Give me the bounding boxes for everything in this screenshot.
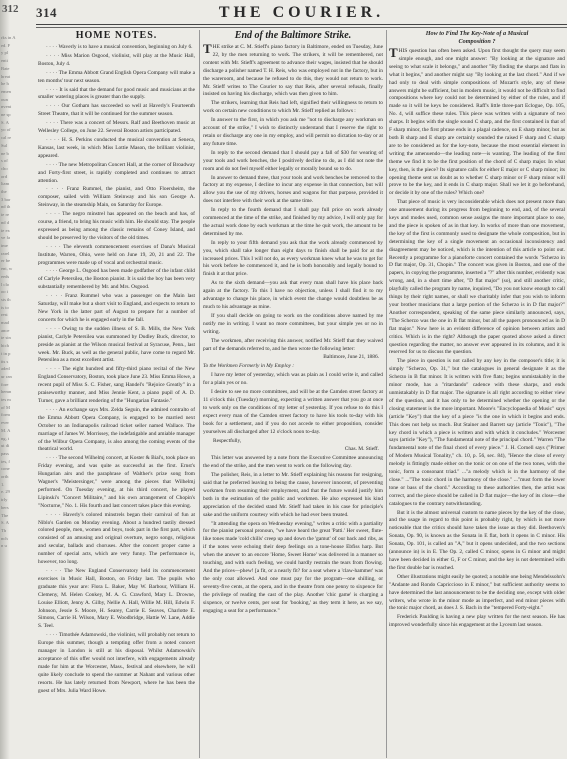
fragment: e. 29 bbox=[1, 489, 10, 495]
fragment: ve fa bbox=[1, 235, 11, 241]
fragment: S. A bbox=[1, 119, 9, 125]
fragment: is to bbox=[1, 304, 9, 310]
paragraph: · · · Haverly's colored minstrels began their carnival of fun at Niblo's Garden on Monday evening. About a hundred tastily dressed colored people, men, women and boys, took part in the first part, which consisted of an amusing and original overture, negro songs, religious and secular, ballads and choruses. After the concert proper came a number of special acts, which are very funny. The performance is, however, too long. bbox=[38, 512, 195, 567]
fragment: ie re bbox=[1, 212, 10, 218]
paragraph: · · · The eleventh commencement exercises of Dana's Musical Institute, Warren, Ohio, were held on June 19, 20, 21 and 22. The programmes were made up of vocal and orchestral music. bbox=[38, 244, 195, 268]
fragment: oo i bbox=[1, 289, 9, 295]
fragment: emen bbox=[1, 88, 11, 94]
fragment: M. A bbox=[1, 427, 11, 433]
key-note-body bbox=[389, 199, 565, 630]
paragraph: · · · George L. Osgood has been made godfather of the infant child of Carlyle Petersilea, the Boston pianist. It is said the boy has been very substantially remembered by Mr. and Mrs. Osgood. bbox=[38, 268, 195, 292]
fragment: orth bbox=[1, 474, 9, 480]
fragment: ever bbox=[1, 420, 9, 426]
paragraph: Other illustrations might easily be quoted; a notable one being Mendelssohn's "Andante and Rondo Capriccioso in E minor," but sufficient authority seems to have determined the last announcement to be the deciding one, except with older writers, who wrote in the minor mode as imperfect, and end minor pieces with the tonic major chord, as does J. S. Bach in the "tempered Forty-eight." bbox=[389, 573, 565, 612]
home-notes-title: HOME NOTES. bbox=[75, 30, 158, 41]
fragment: 1. bbox=[1, 481, 5, 487]
fragment: hemn bbox=[1, 389, 12, 395]
page-number: 314 bbox=[36, 5, 57, 20]
fragment: hich bbox=[1, 343, 9, 349]
fragment: ime bbox=[1, 242, 8, 248]
fragment: s of bbox=[1, 158, 8, 164]
fragment: irly bbox=[1, 497, 8, 503]
paragraph: · · · The Emma Abbott Grand English Opera Company will make a ten months' tour next season. bbox=[38, 70, 195, 86]
fragment: nvent bbox=[1, 104, 12, 110]
letter-body bbox=[203, 372, 383, 436]
paragraph: In reply to the fourth demand that I shall pay full price on work already commenced at the time of the strike, and finished by my advice, I will only pay for the actual work done by each workman at the time he quit work, the amount to be determined by me. bbox=[203, 207, 383, 237]
paragraph: "It attending the opera on Wednesday evening," writes a critic with a partiality for the pianist personal pronoun, "we have heard the great 'Patti.' Her sweet, flute-like tones made 'cold chills' creep up and down the 'gamut' of our back and ribs, as if the notes were echoing their deep feelings on a tone-house Ebfiss harp. But when the answer to an encore 'Home, Sweet Home' was delivered in a manner so touching, and with such feeling, we could hardly restrain the tears from flowing. And the prices—phew! [a fit, or a nearly fit? for a seat where a 'claw-hammer' was the only coat allowed. And one must pay for the program—one shilling, or seventy-five cents, at the opera, and in the theatre from one penny to sixpence for the privilege of reading the cast of the play. Another 'chic game' is charging a sixpence, or twelve cents, per seat for 'booking,' as they term it here, as we say, engaging a seat for a performance." bbox=[203, 520, 383, 614]
fragment: nch bbox=[1, 535, 8, 541]
fragment: nd th bbox=[1, 204, 11, 210]
paragraph: · · · Timothée Adamowski, the violinist, will probably not return to Europe this summer, though a tempting offer from a noted concert manager in London is still at his disposal. Whilst Adamowski's acceptance of this offer would not interfere, with engagements already made for him at the Worcester, Mass., festival and elsewhere, he will quite likely conclude to spend the summer at Nahant and various other resorts. He has lately returned from Newport, where he has been the guest of Mrs. Julia Ward Howe. bbox=[38, 632, 195, 695]
paragraph: I desire to see no more committees, and will be at the Camden street factory at 11 o'clock this (Tuesday) morning, expecting a written answer that you go at once to work only on the conditions of my letter of yesterday. If you refuse to do this I expect every man of the Camden street factory to have his tools to-day with his book for a settlement, and if you do not accede to either proposition, consider yourselves all discharged after 12 o'clock noon to-day. bbox=[203, 389, 383, 435]
fragment: 3 bar bbox=[1, 196, 11, 202]
fragment: n u bbox=[1, 543, 7, 549]
fragment: ie ex bbox=[1, 227, 10, 233]
fragment: ies m bbox=[1, 397, 11, 403]
fragment: hreat bbox=[1, 73, 11, 79]
fragment: cal re bbox=[1, 135, 12, 141]
column-home-notes bbox=[38, 30, 195, 758]
paragraph: But it is the almost universal custom to name pieces by the key of the close, and the usage in regard to this point is probably right, by which is not more noticeable that the critics should have taken the issue as they did. Beethoven's Sonata, Op. 90, is known as the Sonata in E flat, both it opens in C minor. His Sonata, Op. 101, is called an "A," but it opens undecided, and the two sections (announce in) is in E. The Op. 2, called C minor, opens in G minor and might have been decided in either G, F or C minor, and the key is not determined with the first double bar is reached. bbox=[389, 509, 565, 571]
fragment: cone bbox=[1, 466, 10, 472]
previous-page-fragments bbox=[1, 34, 35, 756]
fragment: Bate bbox=[1, 65, 10, 71]
fragment: form bbox=[1, 412, 10, 418]
fragment: fore bbox=[1, 381, 9, 387]
header-rule bbox=[36, 24, 567, 25]
home-notes-body bbox=[38, 44, 195, 696]
fragment: its s bbox=[1, 358, 9, 364]
fragment: rest bbox=[1, 312, 8, 318]
paragraph: The piece in question is not called by any key in the composer's title; it is simply "Scherzo, Op. 31," but the catalogues in general designate it as the Scherzo in B flat minor. It is written with five flats; begins unmistakably in the minor mode, has a "ritardando" cadence with these sharps, and ends unmistakably in D flat major. The signature is all right according to either view of the question, and it has only to be determined whether the opening or the closing statement is the more important. Moore's "Encyclopaedia of Music" says (article "Key") that the key of a piece "is the one in which it begins and ends. This does not help us much. But Stainer and Barrett say (article "Tonic"), "The key chord in which a piece is written and with which it concludes." Worcester says (article "Key"), "The fundamental note of the principal chord." Warren "The fundamental note of the final chord of every piece." J. H. Cornell says ("Primer of Modern Musical Tonality," ch. 10, p. 56, sec. 84), "Hence the close of every melody is fittingly made either on the tonic or on one of the two tones, with the tonic, form a consonant triad." ..."a melody which is in the harmony of the close." ..."The tonic chord in the harmony of the close." ..."must form the lower tone or bass of the chord." According to these authorities then, the artist was correct, and the piece should be called in D flat major—the key of its close—the catalogues to the contrary notwithstanding. bbox=[389, 358, 565, 507]
paragraph: · · · An exchange says Mrs. Zelda Seguin, the admired contralto of the Emma Abbott Opera Company, is engaged to be married next October to an Indianapolis railroad ticket seller named Wallace. The marriage of James W. Morrissey, the indefatigable and amiable manager of the Wilbur Opera Company, is also among the coming events of the theatrical world. bbox=[38, 407, 195, 454]
fragment: oun bbox=[1, 96, 8, 102]
letter-signature: Chas. M. Stieff. bbox=[344, 446, 379, 453]
fragment: l clo bbox=[1, 281, 10, 287]
paragraph: · · · Owing to the sudden illness of S. B. Mills, the New York pianist, Carlyle Petersilea was summoned by Dudley Buck, director, to preside as pianist at the Wilson musical festival at Syracuse, Penn., last week. Mr. Buck, as well as the general public, have come to regard Mr. Petersilea as a most excellent artist. bbox=[38, 326, 195, 366]
letter-dateline: Baltimore, June 21, 1886. bbox=[323, 354, 379, 361]
paragraph: · · · Miss Marion Osgood, violinist, will play at the Music Hall, Boston, July 4. bbox=[38, 53, 195, 69]
fragment: ent, w bbox=[1, 266, 13, 272]
masthead: THE COURIER. bbox=[218, 4, 385, 21]
drop-cap: T bbox=[203, 41, 212, 56]
paragraph: · · · Waverly is to have a musical convention, beginning on July 6. bbox=[38, 44, 195, 52]
strike-body bbox=[203, 100, 383, 353]
paragraph: This letter was answered by a note from the Executive Committee announcing the end of the strike, and the men went to work on the following day. bbox=[203, 455, 383, 470]
fragment: ie sin bbox=[1, 335, 11, 341]
paragraph: The workmen, after receiving this answer, notified Mr. Stieff that they waived part of the demands referred to, and he then wrote the following letter: bbox=[203, 337, 383, 352]
fragment: aded bbox=[1, 366, 10, 372]
paragraph: Frederick Paulding is having a new play written for the next season. He has improved wonderfully since his engagement at the Lyceum last season. bbox=[389, 614, 565, 629]
paragraph: · · · The new Metropolitan Concert Hall, at the corner of Broadway and Forty-first street, is rapidly completed and continues to attract attention. bbox=[38, 162, 195, 186]
fragment: ord bbox=[1, 173, 8, 179]
column-key-note bbox=[389, 30, 565, 758]
page-header bbox=[36, 4, 567, 24]
paragraph: · · · The second Wilhelmj concert, at Koster & Bial's, took place on Friday evening, and was quite as successful as the first. Ernst's Hungarian airs and the paraphrase of Walther's prize song from Wagner's "Meistersinger," were among the pieces that Wilhelmj performed. On Tuesday evening, at his third concert, he played Lipinski's "Concert Militaire," and his own arrangement of Chopin's "Nocturne," No. 1. His fourth and last concert takes place this evening. bbox=[38, 455, 195, 510]
paragraph: · · · There was a concert of Messrs. Ralf and Beethoven music at Wellesley College, on June 22. Several Boston artists participated. bbox=[38, 120, 195, 136]
fragment: ne b bbox=[1, 150, 9, 156]
paragraph: · · · Franz Rummel, the pianist, and Otto Floersheim, the composer, sailed with William Steinway and his son George A. Steinway, in the steamship Main, on Saturday for Europe. bbox=[38, 186, 195, 210]
fragment: pass bbox=[1, 450, 9, 456]
fragment: ng, t bbox=[1, 435, 10, 441]
paragraph: · · · The eight hundred and fifty-third piano recital of the New England Conservatory, Boston, took place June 23. Miss Emma Howe, a recent pupil of Miss S. C. Fisher, sang Handel's "Rejoice Greatly" in a praiseworthy manner, and Miss Jennie Kent, a piano pupil of A. D. Turner, gave a brilliant rendering of the "Hungarian Fantasie." bbox=[38, 366, 195, 406]
paragraph: · · · The negro minstrel has appeared on the beach and has, of course, a friend, to bring his music with him. He should stay. The people expressed as being among the classic remains of Coney Island, and should be preserved by the visitors of the old times. bbox=[38, 211, 195, 243]
paragraph: In reply to your fifth demand you ask that the work already commenced by you, which shall take longer than eight days to finish shall be paid for at the increased prices. This I will not do, as every workman knew what he was to get for his work before he commenced it, and he is both honorably and legally bound to finish it at that price. bbox=[203, 239, 383, 278]
previous-page-number: 312 bbox=[2, 3, 19, 15]
fragment: ne sp bbox=[1, 112, 11, 118]
paragraph: If you shall decide on going to work on the conditions above named by me notify me in writing. I want no more committees, but your simple yes or no in writing. bbox=[203, 312, 383, 335]
paragraph: As to the sixth demand—you ask that every man shall have his place back again at the factory. To this I have no objection, unless I shall find it to my advantage to change his place, in which event the change would doubtless be as much to his advantage as mine. bbox=[203, 280, 383, 310]
fragment: mad bbox=[1, 320, 9, 326]
paragraph: I have my letter of yesterday, which was as plain as I could write it, and called for a plain yes or no. bbox=[203, 372, 383, 387]
header-rule-thin bbox=[36, 27, 567, 28]
paragraph: · · · H. S. Perkins conducted the musical convention at Seneca, Kansas, last week, in which Miss Lottie Mason, the brilliant violinist, appeared. bbox=[38, 137, 195, 161]
fragment: ies, f bbox=[1, 458, 10, 464]
fragment: Th bbox=[1, 528, 7, 533]
paragraph: That piece of music is very inconsiderable which does not present more than one amusement during its progress from beginning to end, and, of the several keys and modes used, common sense assigns the more important place to one, and the piece is spoken of as in that key. In works of more than one movement, the key of the first is commonly used to designate the whole composition, but in determining the key of a single movement an occasional inconsistency and disagreement may be noticed, which is the intention of this article to point out. Recently a programme for a pianoforte concert contained the words "Scherzo in D flat major, Op. 31, Chopin." The concert was given in Boston, and one of the papers, in copying the programme, inserted a "?" after this number, evidently was wrong, and, in a short time after, "D flat major" (so), and still another critic, playfully called the program by name, inquired, "Do you not know enough to call things by their right names, or shall we charitably infer that you wish to inform your brother musicians that a large portion of the Scherzo is in D flat major?" Another correspondent, speaking of the same piece similarly announced, says, "The Scherzo was the one in B flat minor, but all the papers pronounced as in D flat major." Now here is an evident difference of opinion between artists and critics. Which is in the right? Although the paper quoted above asked a direct question regarding the matter, no answer ever appeared in its columns, and it is reserved for us to discuss the question. bbox=[389, 199, 565, 356]
fragment: of M bbox=[1, 404, 11, 410]
paragraph: The strikers, learning that Reis had left, signified their willingness to return to work on certain new conditions to which Mr. Stieff replied as follows : bbox=[203, 100, 383, 115]
fragment: cho bbox=[1, 165, 8, 171]
fragment: sts th bbox=[1, 296, 11, 302]
fragment: liam bbox=[1, 181, 10, 187]
strike-after-body bbox=[203, 455, 383, 615]
paragraph: In answer to demand three, that your tools and work benches be removed to the factory at my expense, I decline to incur any expense in that connection, but will allow you the use of my drivers, horses and wagons for that purpose, provided it does not interfere with their work at the same time. bbox=[203, 174, 383, 205]
fragment: ut di bbox=[1, 443, 10, 449]
fragment: enti bbox=[1, 58, 8, 64]
column-baltimore-strike bbox=[203, 30, 383, 758]
fragment: er be bbox=[1, 258, 11, 264]
previous-page-strip bbox=[0, 0, 36, 759]
key-note-lead-paragraph: THIS question has often been asked. Upon first thought the query may seem simple enough, and one might answer: "By looking at the signature and seeing to what scale it belongs," and another "By finding the sharps and flats in what it begins," and another might say "By looking at the last chord." And if we had only to deal with simple compositions of Mozart's style, any of these answers might be sufficient, but in modern music, it would not be difficult to find compositions where key could not be determined by either of the rules, and if made so it will be keys be considered. Raff's little three-part Eclogue, Op. 105, No. 4, will suffice these rules. This piece was written with a signature of two sharps. It begins with the single sound C sharp, and the first contained in that of F sharp minor, the first phrase ends in a plagal cadence, on E sharp minor, but as both B sharp and E sharp are certainly sounded the raised F sharp and C sharp are to be considered as for the key-note, because the most essential element in writing the amenuendo—the leading note—is wanting. The leading of the first theme we find it to be the first position of the chord of C sharp major. In what key, then, is the piece? Its signature calls for either E major or C sharp minor; its opening theme sent us doubt as to whether C sharp minor or F sharp minor will prove to be the key, and it ends in C sharp major. Shall we let it go beforehand, or decide it by one of the rules? Which one? bbox=[389, 45, 565, 197]
fragment: rks in A bbox=[1, 35, 16, 40]
strike-title: End of the Baltimore Strike. bbox=[234, 30, 352, 41]
column-separator bbox=[199, 30, 200, 758]
paragraph: In answer to the first, in which you ask me "not to discharge any workman on account of the strike," I wish to distinctly understand that I reserve the right to retain or discharge any one in my employ, and will permit no dictation to-day or at any future time. bbox=[203, 117, 383, 147]
fragment: bers bbox=[1, 504, 9, 510]
fragment: ed. F bbox=[1, 42, 11, 48]
letter-closing: Respectfully, bbox=[213, 437, 242, 444]
paragraph: · · · It is said that the demand for good music and musicians at the smaller watering places is greater than the supply. bbox=[38, 87, 195, 103]
fragment: rarel bbox=[1, 250, 10, 256]
paragraph: In reply to the second demand that I should pay a fall of $30 for wearing of your tools and work benches, the I positively decline to do, as I did not note the room and do not feel myself either legally or morally bound so to do. bbox=[203, 149, 383, 172]
fragment: ance bbox=[1, 327, 10, 333]
fragment: Sul bbox=[1, 142, 8, 148]
fragment: y pl bbox=[1, 50, 9, 56]
paragraph: The polisher, Reis, in a letter to Mr. Stieff explaining his reasons for resigning, said that he preferred leaving to being the cause, however innocent, of preventing workmen from resuming their employment, and that the future would justify him both in the estimation of the public and workmen. He also expressed his kind appreciation of the decided stand Mr. Stieff had taken in his case for principle's sake and the uniform courtesy with which he had ever been treated. bbox=[203, 472, 383, 518]
key-note-title: How to Find The Key-Note of a Musical Composition ? bbox=[425, 30, 529, 45]
strike-lead-paragraph: THE strike at C. M. Stieff's piano factory in Baltimore, ended on Tuesday, June 22, by the men returning to work. The strikers, it will be remembered, not content with Mr. Stieff's agreement to advance their wages, insisted that he should discharge a polisher named T. H. Reis, who was employed not in the factory, but in the wareroom, and because he refused to do this, they would not return to work. Mr. Stieff writes to The Courier to say that Reis, after several refusals, finally insisted on having his discharge, which was then given to him. bbox=[203, 41, 383, 98]
fragment: he h bbox=[1, 81, 9, 87]
fragment: ur ran bbox=[1, 373, 12, 379]
fragment: nd d bbox=[1, 219, 10, 225]
column-separator bbox=[386, 30, 387, 758]
fragment: S. A bbox=[1, 520, 9, 526]
paragraph: · · · Our Gotham has succeeded so well at Haverly's Fourteenth Street Theatre, that it will be continued for the summer season. bbox=[38, 103, 195, 119]
fragment: eeds bbox=[1, 273, 10, 279]
paragraph: · · · The New England Conservatory held its commencement exercises in Music Hall, Boston, on Friday last. The pupils who graduate this year are: Flora L. Baker, May W. Barbour, William H. Clemeny, M. Helen Conkey, M. A. G. Crawford, Mary L. Drowne, Louise Elliott, Jenny A. Gilby, Nellie A. Hall, Willie M. Hill, Edwin F. Johnson, Jessie S. Moore, H. Searey, Carrie E. Seaves, Charlotte E. Simons, Carrie H. Wilson, Mary E. Woodbridge, Hattie W. Lane, Addie S. Teel. bbox=[38, 568, 195, 631]
letter-salutation: To the Workmen Formerly in My Employ : bbox=[203, 363, 295, 370]
fragment: yo of bbox=[1, 127, 11, 133]
fragment: The bbox=[1, 512, 9, 518]
fragment: t in p bbox=[1, 350, 11, 356]
paragraph: · · · Franz Rummel who was a passenger on the Main last Saturday, will make but a short visit to England, and expects to return to New York in the latter part of August to prepare for a number of concerts for which he is engaged early in the fall. bbox=[38, 293, 195, 325]
fragment: the bbox=[1, 189, 7, 195]
drop-cap: T bbox=[389, 45, 398, 60]
newspaper-page bbox=[36, 0, 567, 759]
